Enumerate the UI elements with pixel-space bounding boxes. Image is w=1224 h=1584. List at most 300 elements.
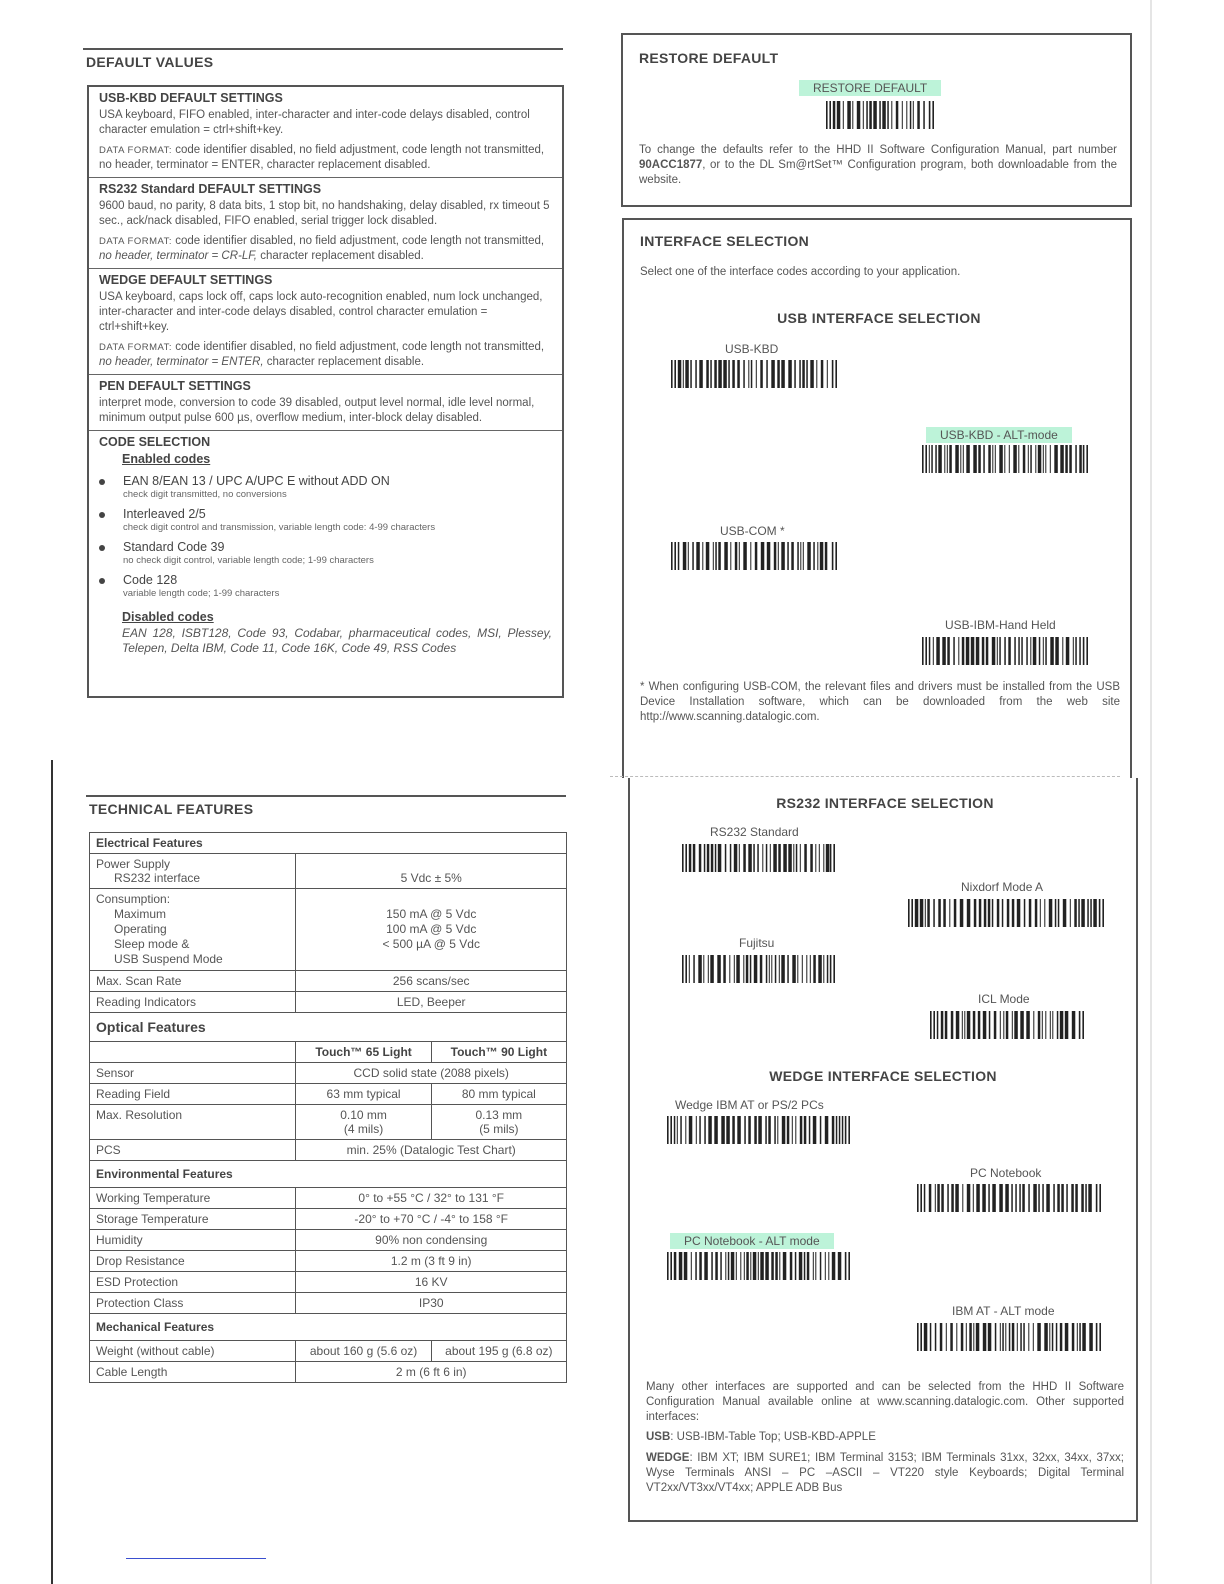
table-row bbox=[90, 854, 567, 889]
enabled-code-item bbox=[99, 474, 552, 501]
barcode-bar bbox=[958, 637, 959, 665]
barcode-bar bbox=[933, 1011, 935, 1039]
barcode-bar bbox=[750, 955, 752, 983]
barcode-bar bbox=[820, 1252, 822, 1280]
wedge-text: USA keyboard, caps lock off, caps lock auto-recognition enabled, num lock unchanged, inter-character and inter-code delays disabled, control character emulation = ctrl+shift+key. bbox=[99, 291, 543, 333]
usb-interface-title: USB INTERFACE SELECTION bbox=[777, 310, 981, 326]
res-90-b: (5 mils) bbox=[479, 1122, 519, 1136]
barcode-bar bbox=[704, 1116, 706, 1144]
icl-barcode[interactable] bbox=[930, 1011, 1084, 1039]
barcode-bar bbox=[775, 955, 777, 983]
barcode-bar bbox=[753, 844, 755, 872]
barcode-bar bbox=[879, 101, 881, 129]
barcode-bar bbox=[779, 955, 780, 983]
barcode-bar bbox=[1087, 899, 1089, 927]
drop-label: Drop Resistance bbox=[90, 1251, 296, 1272]
barcode-bar bbox=[1077, 1323, 1078, 1351]
barcode-bar bbox=[938, 445, 942, 473]
barcode-bar bbox=[702, 542, 703, 570]
barcode-bar bbox=[973, 1323, 974, 1351]
barcode-bar bbox=[1003, 1011, 1004, 1039]
barcode-bar bbox=[896, 101, 899, 129]
barcode-bar bbox=[818, 955, 822, 983]
barcode-bar bbox=[1057, 1184, 1060, 1212]
humidity-value: 90% non condensing bbox=[296, 1230, 567, 1251]
barcode-bar bbox=[743, 955, 744, 983]
barcode-bar bbox=[956, 1323, 957, 1351]
barcode-bar bbox=[671, 360, 673, 388]
barcode-bar bbox=[771, 360, 775, 388]
barcode-bar bbox=[1050, 637, 1054, 665]
barcode-bar bbox=[976, 637, 980, 665]
barcode-bar bbox=[1057, 1011, 1059, 1039]
consumption-label: Consumption: bbox=[96, 892, 171, 906]
barcode-bar bbox=[935, 445, 937, 473]
barcode-bar bbox=[754, 1116, 757, 1144]
barcode-bar bbox=[757, 844, 759, 872]
barcode-bar bbox=[1029, 899, 1032, 927]
barcode-bar bbox=[966, 1323, 967, 1351]
barcode-bar bbox=[1102, 899, 1104, 927]
sleep-label: Sleep mode & bbox=[114, 937, 190, 951]
cons-sleep-value: < 500 µA @ 5 Vdc bbox=[382, 937, 480, 951]
barcode-bar bbox=[1079, 1323, 1081, 1351]
sensor-value: CCD solid state (2088 pixels) bbox=[296, 1063, 567, 1084]
esd-label: ESD Protection bbox=[90, 1272, 296, 1293]
barcode-bar bbox=[978, 1011, 981, 1039]
esd-value: 16 KV bbox=[296, 1272, 567, 1293]
barcode-bar bbox=[760, 1252, 764, 1280]
barcode-bar bbox=[832, 1116, 835, 1144]
barcode-bar bbox=[866, 101, 868, 129]
barcode-bar bbox=[976, 1184, 980, 1212]
nixdorf-barcode[interactable] bbox=[908, 899, 1104, 927]
scan-rate-label: Max. Scan Rate bbox=[90, 971, 296, 992]
barcode-bar bbox=[721, 1116, 725, 1144]
enabled-code-note: check digit control and transmission, variable length code: 4-99 characters bbox=[123, 522, 436, 533]
barcode-bar bbox=[1012, 1323, 1015, 1351]
barcode-bar bbox=[787, 542, 789, 570]
rs232-df-label: DATA FORMAT: bbox=[99, 236, 173, 247]
field-65: 63 mm typical bbox=[296, 1084, 431, 1105]
res-90-a: 0.13 mm bbox=[475, 1108, 523, 1122]
barcode-bar bbox=[692, 542, 694, 570]
table-row bbox=[90, 1105, 567, 1140]
table-row bbox=[90, 1140, 567, 1161]
maximum-label: Maximum bbox=[114, 907, 167, 921]
usb-kbd-label: USB-KBD bbox=[725, 342, 779, 356]
barcode-bar bbox=[689, 955, 690, 983]
stor-temp-value: -20° to +70 °C / -4° to 158 °F bbox=[296, 1209, 567, 1230]
barcode-bar bbox=[984, 899, 987, 927]
barcode-bar bbox=[1043, 637, 1044, 665]
enabled-code-note: variable length code; 1-99 characters bbox=[123, 588, 280, 599]
barcode-bar bbox=[1058, 899, 1060, 927]
barcode-bar bbox=[1000, 1323, 1001, 1351]
barcode-bar bbox=[817, 542, 818, 570]
barcode-bar bbox=[762, 844, 763, 872]
barcode-bar bbox=[810, 360, 814, 388]
barcode-bar bbox=[775, 1252, 778, 1280]
barcode-bar bbox=[724, 542, 728, 570]
restore-default-barcode[interactable] bbox=[826, 101, 934, 129]
barcode-bar bbox=[674, 1116, 676, 1144]
table-row bbox=[90, 1362, 567, 1383]
barcode-bar bbox=[754, 955, 758, 983]
barcode-bar bbox=[1011, 1184, 1013, 1212]
wedge-ibm-barcode[interactable] bbox=[667, 1116, 850, 1144]
barcode-bar bbox=[1079, 637, 1081, 665]
pcs-label: PCS bbox=[90, 1140, 296, 1161]
barcode-bar bbox=[699, 844, 702, 872]
barcode-bar bbox=[986, 637, 989, 665]
table-row bbox=[90, 1293, 567, 1314]
rs232-df-a: code identifier disabled, no field adjustment, code length not transmitted, bbox=[172, 235, 545, 247]
rs232-interface-title: RS232 INTERFACE SELECTION bbox=[776, 795, 994, 811]
barcode-bar bbox=[929, 101, 931, 129]
wedge-df-a: code identifier disabled, no field adjustment, code length not transmitted, bbox=[172, 341, 545, 353]
weight-90: about 195 g (6.8 oz) bbox=[431, 1341, 566, 1362]
barcode-bar bbox=[766, 360, 768, 388]
rs232-std-label: RS232 Standard bbox=[710, 825, 799, 839]
barcode-bar bbox=[799, 1252, 803, 1280]
barcode-bar bbox=[753, 1252, 757, 1280]
scan-rate-value: 256 scans/sec bbox=[296, 971, 567, 992]
barcode-bar bbox=[1008, 637, 1011, 665]
fujitsu-barcode[interactable] bbox=[682, 955, 835, 983]
environmental-heading: Environmental Features bbox=[90, 1161, 567, 1188]
barcode-bar bbox=[989, 1011, 991, 1039]
barcode-bar bbox=[1044, 899, 1045, 927]
barcode-bar bbox=[1007, 899, 1010, 927]
barcode-bar bbox=[906, 101, 907, 129]
barcode-bar bbox=[1099, 899, 1101, 927]
barcode-bar bbox=[783, 844, 787, 872]
usb-kbd-barcode[interactable] bbox=[671, 360, 837, 388]
barcode-bar bbox=[807, 1252, 810, 1280]
barcode-bar bbox=[707, 844, 710, 872]
barcode-bar bbox=[951, 1011, 954, 1039]
barcode-bar bbox=[730, 844, 732, 872]
barcode-bar bbox=[826, 101, 828, 129]
barcode-bar bbox=[766, 844, 768, 872]
rs232-df-c: character replacement disabled. bbox=[257, 250, 424, 262]
col-65-header: Touch™ 65 Light bbox=[296, 1042, 431, 1063]
cons-op-value: 100 mA @ 5 Vdc bbox=[386, 922, 477, 936]
barcode-bar bbox=[736, 955, 740, 983]
wedge-df-b: no header, terminator = ENTER, bbox=[99, 356, 264, 368]
barcode-bar bbox=[847, 101, 851, 129]
table-row bbox=[90, 1251, 567, 1272]
barcode-bar bbox=[730, 542, 731, 570]
barcode-bar bbox=[1099, 1184, 1101, 1212]
table-row bbox=[90, 1341, 567, 1362]
barcode-bar bbox=[788, 844, 792, 872]
barcode-bar bbox=[803, 542, 804, 570]
barcode-bar bbox=[882, 101, 886, 129]
barcode-bar bbox=[1023, 1323, 1025, 1351]
barcode-bar bbox=[703, 955, 704, 983]
barcode-bar bbox=[964, 1011, 965, 1039]
pc-notebook-label: PC Notebook bbox=[970, 1166, 1042, 1180]
barcode-bar bbox=[760, 955, 763, 983]
enabled-codes-label: Enabled codes bbox=[122, 452, 211, 466]
barcode-bar bbox=[778, 542, 779, 570]
barcode-bar bbox=[960, 899, 964, 927]
barcode-bar bbox=[739, 542, 740, 570]
barcode-bar bbox=[949, 445, 952, 473]
optical-heading: Optical Features bbox=[90, 1013, 567, 1042]
table-row bbox=[90, 1272, 567, 1293]
barcode-bar bbox=[1046, 1184, 1050, 1212]
barcode-bar bbox=[777, 1116, 778, 1144]
barcode-bar bbox=[1056, 1323, 1058, 1351]
pc-notebook-barcode[interactable] bbox=[917, 1184, 1101, 1212]
enabled-code-name: Code 128 bbox=[123, 573, 178, 587]
barcode-bar bbox=[677, 1116, 678, 1144]
fujitsu-label: Fujitsu bbox=[739, 936, 775, 950]
barcode-bar bbox=[813, 1252, 814, 1280]
barcode-bar bbox=[769, 955, 770, 983]
barcode-bar bbox=[799, 360, 801, 388]
usb-ibm-barcode[interactable] bbox=[922, 637, 1088, 665]
mechanical-heading: Mechanical Features bbox=[90, 1314, 567, 1341]
indicators-label: Reading Indicators bbox=[90, 992, 296, 1013]
barcode-bar bbox=[1049, 899, 1053, 927]
rs232-interface-label: RS232 interface bbox=[114, 871, 201, 885]
barcode-bar bbox=[1070, 899, 1071, 927]
barcode-bar bbox=[915, 899, 919, 927]
barcode-bar bbox=[800, 844, 801, 872]
pen-defaults bbox=[89, 375, 562, 431]
barcode-bar bbox=[978, 445, 981, 473]
usb-kbd-alt-barcode[interactable] bbox=[922, 445, 1088, 473]
barcode-bar bbox=[1038, 445, 1042, 473]
barcode-bar bbox=[678, 360, 682, 388]
barcode-bar bbox=[973, 445, 977, 473]
barcode-bar bbox=[820, 1116, 822, 1144]
barcode-bar bbox=[995, 445, 996, 473]
barcode-bar bbox=[947, 637, 950, 665]
rs232-wedge-box bbox=[628, 778, 1138, 1522]
barcode-bar bbox=[711, 844, 714, 872]
sensor-label: Sensor bbox=[90, 1063, 296, 1084]
barcode-bar bbox=[852, 101, 853, 129]
barcode-bar bbox=[1023, 445, 1026, 473]
usb-com-barcode[interactable] bbox=[671, 542, 837, 570]
wedge-others: WEDGE: IBM XT; IBM SURE1; IBM Terminal 3153; IBM Terminals 31xx, 32xx, 34xx, 37xx; Wyse Terminals ANSI – PC –ASCII – VT220 style Keyboards; Digital Terminal VT2xx/VT3xx/VT4xx; APPLE ADB Bus bbox=[646, 1452, 1124, 1494]
barcode-bar bbox=[1004, 637, 1006, 665]
barcode-bar bbox=[839, 1116, 841, 1144]
barcode-bar bbox=[750, 1252, 751, 1280]
barcode-bar bbox=[1013, 445, 1017, 473]
cable-value: 2 m (6 ft 6 in) bbox=[296, 1362, 567, 1383]
barcode-bar bbox=[924, 1323, 928, 1351]
barcode-bar bbox=[910, 101, 912, 129]
table-row bbox=[90, 1084, 567, 1105]
barcode-bar bbox=[1089, 1323, 1093, 1351]
field-90: 80 mm typical bbox=[431, 1084, 566, 1105]
barcode-bar bbox=[832, 360, 834, 388]
barcode-bar bbox=[1021, 637, 1023, 665]
fold-line bbox=[610, 776, 1120, 777]
barcode-bar bbox=[770, 844, 771, 872]
interface-selection-box bbox=[622, 218, 1132, 778]
barcode-bar bbox=[777, 360, 780, 388]
barcode-bar bbox=[804, 1116, 807, 1144]
table-row bbox=[90, 1188, 567, 1209]
barcode-bar bbox=[845, 1252, 847, 1280]
table-row bbox=[90, 1063, 567, 1084]
barcode-bar bbox=[933, 899, 935, 927]
barcode-bar bbox=[937, 1011, 939, 1039]
barcode-bar bbox=[826, 844, 830, 872]
humidity-label: Humidity bbox=[90, 1230, 296, 1251]
nixdorf-label: Nixdorf Mode A bbox=[961, 880, 1044, 894]
barcode-bar bbox=[1030, 637, 1031, 665]
barcode-bar bbox=[1073, 637, 1074, 665]
barcode-bar bbox=[931, 445, 933, 473]
barcode-bar bbox=[873, 101, 877, 129]
enabled-code-name: Standard Code 39 bbox=[123, 540, 225, 554]
barcode-bar bbox=[796, 844, 798, 872]
barcode-bar bbox=[1090, 899, 1092, 927]
bullet-icon bbox=[99, 578, 105, 584]
barcode-bar bbox=[714, 1116, 718, 1144]
barcode-bar bbox=[1086, 637, 1088, 665]
barcode-bar bbox=[715, 542, 717, 570]
barcode-bar bbox=[792, 1116, 793, 1144]
barcode-bar bbox=[755, 542, 758, 570]
barcode-bar bbox=[967, 1184, 971, 1212]
barcode-bar bbox=[1020, 1011, 1024, 1039]
barcode-bar bbox=[1018, 445, 1019, 473]
barcode-bar bbox=[942, 637, 946, 665]
barcode-bar bbox=[774, 1116, 776, 1144]
pc-notebook-alt-barcode[interactable] bbox=[667, 1252, 850, 1280]
barcode-bar bbox=[1012, 1011, 1013, 1039]
barcode-bar bbox=[689, 844, 692, 872]
barcode-bar bbox=[670, 1116, 672, 1144]
barcode-bar bbox=[1069, 445, 1072, 473]
barcode-bar bbox=[810, 844, 813, 872]
barcode-bar bbox=[825, 1252, 826, 1280]
rs232-heading: RS232 Standard DEFAULT SETTINGS bbox=[99, 182, 322, 196]
wedge-df-label: DATA FORMAT: bbox=[99, 342, 173, 353]
field-label: Reading Field bbox=[90, 1084, 296, 1105]
barcode-bar bbox=[671, 542, 673, 570]
barcode-bar bbox=[944, 445, 945, 473]
barcode-bar bbox=[690, 360, 692, 388]
barcode-bar bbox=[1005, 1323, 1006, 1351]
barcode-bar bbox=[982, 637, 985, 665]
barcode-bar bbox=[971, 637, 975, 665]
barcode-bar bbox=[1049, 1323, 1050, 1351]
barcode-bar bbox=[966, 445, 970, 473]
barcode-bar bbox=[781, 955, 785, 983]
barcode-bar bbox=[806, 360, 808, 388]
barcode-bar bbox=[955, 1184, 959, 1212]
restore-default-text: To change the defaults refer to the HHD II Software Configuration Manual, part number 90ACC1877, or to the DL Sm@rtSet™ Configuration program, both downloadable from the website. bbox=[639, 144, 1117, 186]
barcode-bar bbox=[947, 445, 948, 473]
disabled-codes-text: EAN 128, ISBT128, Code 93, Codabar, pharmaceutical codes, MSI, Plessey, Telepen, Delta IBM, Code 11, Code 16K, Code 49, RSS Codes bbox=[122, 626, 552, 655]
barcode-bar bbox=[995, 1323, 997, 1351]
barcode-bar bbox=[685, 955, 687, 983]
barcode-bar bbox=[696, 542, 700, 570]
barcode-bar bbox=[835, 360, 837, 388]
barcode-bar bbox=[1017, 1323, 1018, 1351]
barcode-bar bbox=[725, 1252, 726, 1280]
stor-temp-label: Storage Temperature bbox=[90, 1209, 296, 1230]
barcode-bar bbox=[1028, 445, 1029, 473]
barcode-bar bbox=[963, 445, 964, 473]
barcode-bar bbox=[827, 955, 829, 983]
bullet-icon bbox=[99, 479, 105, 485]
barcode-bar bbox=[809, 1116, 811, 1144]
barcode-bar bbox=[748, 1116, 751, 1144]
barcode-bar bbox=[923, 101, 925, 129]
barcode-bar bbox=[933, 637, 934, 665]
barcode-bar bbox=[994, 1011, 997, 1039]
barcode-bar bbox=[802, 955, 803, 983]
barcode-bar bbox=[1062, 637, 1063, 665]
barcode-bar bbox=[797, 955, 798, 983]
barcode-bar bbox=[737, 1116, 741, 1144]
barcode-bar bbox=[962, 1011, 963, 1039]
barcode-bar bbox=[683, 360, 684, 388]
barcode-bar bbox=[930, 1011, 932, 1039]
technical-features-table-wrap bbox=[89, 832, 567, 1383]
barcode-bar bbox=[1033, 1323, 1034, 1351]
rs232-std-barcode[interactable] bbox=[682, 844, 835, 872]
barcode-bar bbox=[1083, 445, 1085, 473]
barcode-bar bbox=[746, 955, 749, 983]
barcode-bar bbox=[951, 1184, 954, 1212]
part-number: 90ACC1877 bbox=[639, 159, 703, 171]
barcode-bar bbox=[956, 1011, 960, 1039]
barcode-bar bbox=[743, 360, 745, 388]
icl-label: ICL Mode bbox=[978, 992, 1030, 1006]
barcode-bar bbox=[1081, 899, 1085, 927]
work-temp-label: Working Temperature bbox=[90, 1188, 296, 1209]
barcode-bar bbox=[740, 1252, 741, 1280]
barcode-bar bbox=[787, 955, 789, 983]
barcode-bar bbox=[929, 637, 931, 665]
barcode-bar bbox=[935, 1184, 936, 1212]
usb-ibm-label: USB-IBM-Hand Held bbox=[945, 618, 1056, 632]
electrical-heading: Electrical Features bbox=[90, 833, 567, 854]
barcode-bar bbox=[845, 1116, 847, 1144]
barcode-bar bbox=[746, 1252, 749, 1280]
wedge-df-c: character replacement disable. bbox=[263, 356, 425, 368]
barcode-bar bbox=[693, 955, 695, 983]
barcode-bar bbox=[1050, 445, 1051, 473]
barcode-bar bbox=[725, 844, 727, 872]
default-values-rule bbox=[83, 48, 563, 50]
default-values-title: DEFAULT VALUES bbox=[86, 54, 214, 70]
barcode-bar bbox=[678, 542, 680, 570]
power-supply-label: Power Supply bbox=[96, 857, 171, 871]
barcode-bar bbox=[969, 1323, 972, 1351]
barcode-bar bbox=[1082, 1011, 1084, 1039]
barcode-bar bbox=[760, 360, 763, 388]
barcode-bar bbox=[941, 1184, 944, 1212]
barcode-bar bbox=[1033, 1011, 1034, 1039]
barcode-bar bbox=[974, 899, 977, 927]
ibm-at-alt-barcode[interactable] bbox=[917, 1323, 1101, 1351]
pc-notebook-alt-label: PC Notebook - ALT mode bbox=[670, 1234, 834, 1248]
barcode-bar bbox=[982, 1184, 986, 1212]
